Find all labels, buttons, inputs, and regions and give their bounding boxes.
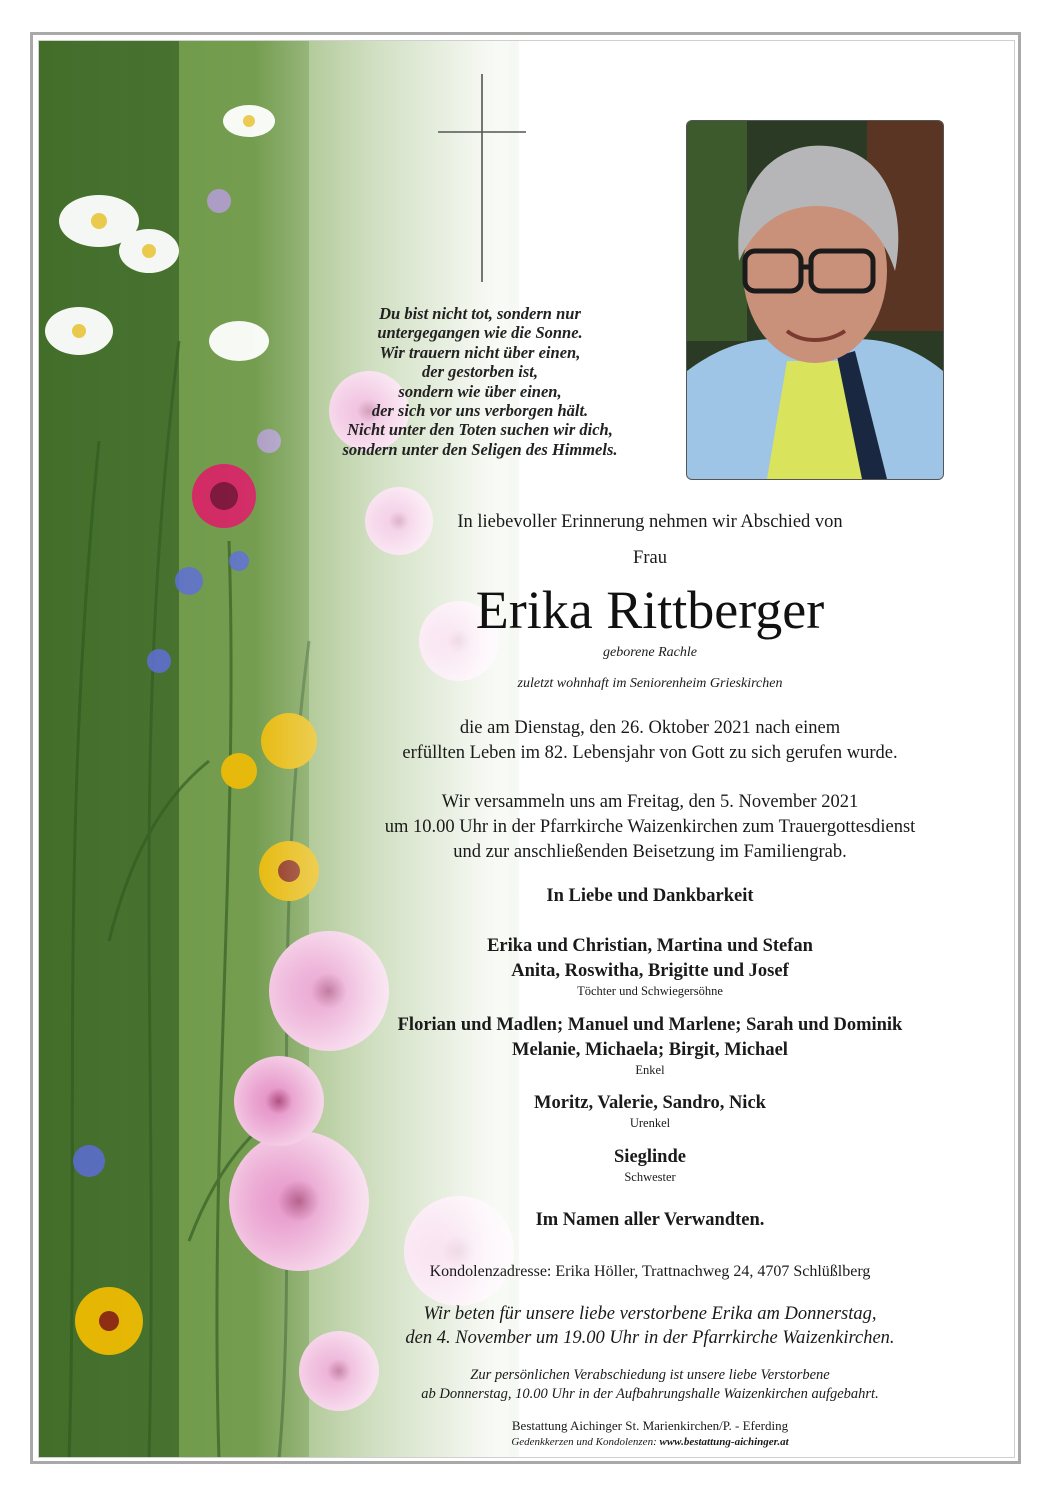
funeral-line: Wir versammeln uns am Freitag, den 5. November 2021: [441, 792, 859, 812]
portrait-photo: [686, 120, 944, 480]
undertaker-name: Bestattung Aichinger St. Marienkirchen/P. - Eferding: [511, 1418, 789, 1433]
family-relation: Töchter und Schwiegersöhne: [577, 984, 723, 998]
poem-line: untergegangen wie die Sonne.: [377, 323, 583, 343]
poem-line: Wir trauern nicht über einen,: [379, 342, 581, 362]
undertaker-info: [320, 1418, 980, 1450]
gratitude-line: In Liebe und Dankbarkeit: [546, 886, 754, 906]
funeral-notice: [320, 790, 980, 865]
family-names: Sieglinde: [614, 1147, 686, 1167]
family-group-sister: [320, 1145, 980, 1185]
prayer-line: den 4. November um 19.00 Uhr in der Pfarrkirche Waizenkirchen.: [405, 1328, 895, 1348]
poem-line: sondern unter den Seligen des Himmels.: [342, 439, 618, 459]
funeral-line: um 10.00 Uhr in der Pfarrkirche Waizenkirchen zum Trauergottesdienst: [384, 817, 916, 837]
viewing-notice: [320, 1366, 980, 1404]
undertaker-web-line: [320, 1434, 980, 1450]
family-group-great-grandchildren: [320, 1091, 980, 1131]
death-notice: [320, 716, 980, 766]
prayer-line: Wir beten für unsere liebe verstorbene Erika am Donnerstag,: [423, 1304, 877, 1324]
deceased-name: Erika Rittberger: [475, 580, 825, 640]
family-names: Florian und Madlen; Manuel und Marlene; Sarah und Dominik: [397, 1015, 903, 1035]
death-line: die am Dienstag, den 26. Oktober 2021 nach einem: [459, 718, 841, 738]
poem-line: Nicht unter den Toten suchen wir dich,: [347, 420, 613, 440]
family-names: Melanie, Michaela; Birgit, Michael: [512, 1040, 788, 1060]
family-group-daughters: [320, 934, 980, 999]
poem-line: der gestorben ist,: [422, 362, 538, 382]
family-group-grandchildren: [320, 1013, 980, 1078]
family-relation: Schwester: [624, 1170, 676, 1184]
family-names: Erika und Christian, Martina und Stefan: [487, 936, 813, 956]
last-residence: zuletzt wohnhaft im Seniorenheim Grieskirchen: [517, 676, 783, 691]
memorial-poem: [300, 304, 660, 459]
cross-icon: [436, 74, 528, 284]
viewing-line: Zur persönlichen Verabschiedung ist unsere liebe Verstorbene: [470, 1367, 830, 1383]
poem-line: der sich vor uns verborgen hält.: [371, 401, 589, 421]
poem-line: Du bist nicht tot, sondern nur: [379, 304, 581, 323]
salutation: Frau: [633, 548, 667, 568]
undertaker-web-label: Gedenkkerzen und Kondolenzen:: [511, 1436, 657, 1448]
family-relation: Enkel: [635, 1063, 665, 1077]
family-names: Moritz, Valerie, Sandro, Nick: [534, 1093, 766, 1113]
viewing-line: ab Donnerstag, 10.00 Uhr in der Aufbahrungshalle Waizenkirchen aufgebahrt.: [421, 1386, 879, 1402]
prayer-notice: [320, 1302, 980, 1350]
family-names: Anita, Roswitha, Brigitte und Josef: [511, 961, 789, 981]
condolence-address: Kondolenzadresse: Erika Höller, Trattnachweg 24, 4707 Schlüßlberg: [429, 1263, 871, 1280]
birth-name: geborene Rachle: [603, 645, 697, 660]
funeral-line: und zur anschließenden Beisetzung im Familiengrab.: [453, 842, 847, 862]
family-relation: Urenkel: [629, 1116, 671, 1130]
all-relatives-line: Im Namen aller Verwandten.: [535, 1210, 765, 1230]
intro-line: In liebevoller Erinnerung nehmen wir Abschied von: [457, 512, 843, 532]
undertaker-web-link[interactable]: www.bestattung-aichinger.at: [659, 1436, 789, 1448]
poem-line: sondern wie über einen,: [398, 381, 562, 401]
death-line: erfüllten Leben im 82. Lebensjahr von Gott zu sich gerufen wurde.: [402, 743, 898, 763]
